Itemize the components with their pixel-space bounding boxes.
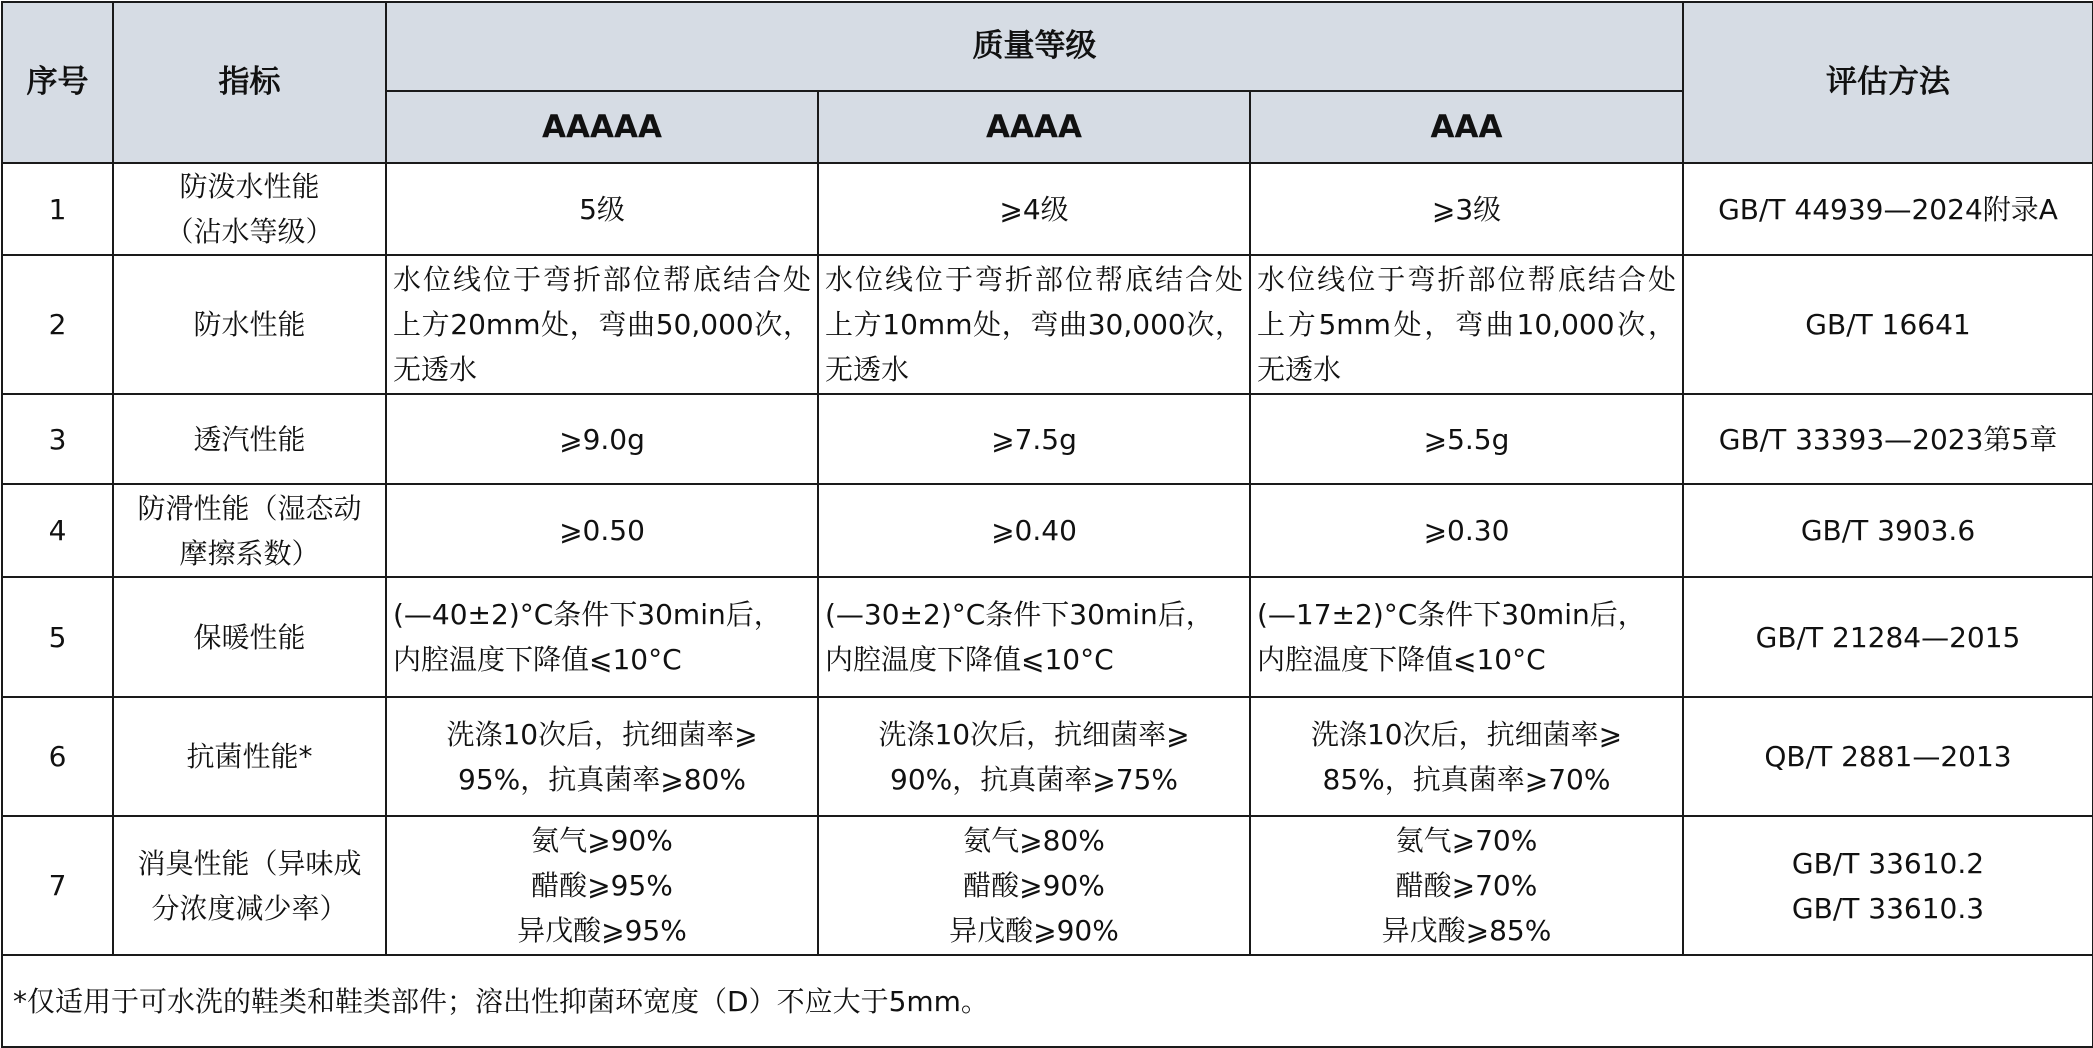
cell-aaaa: ⩾7.5g — [818, 394, 1250, 484]
row-indicator: 抗菌性能* — [113, 697, 386, 816]
cell-aaaaa: 水位线位于弯折部位帮底结合处上方20mm处，弯曲50,000次，无透水 — [386, 255, 818, 394]
cell-aaaa: ⩾4级 — [818, 163, 1250, 255]
row-method: GB/T 33610.2 GB/T 33610.3 — [1683, 816, 2093, 955]
cell-aaaaa: ⩾0.50 — [386, 484, 818, 577]
cell-aaa: ⩾3级 — [1250, 163, 1683, 255]
cell-aaaa: 洗涤10次后，抗细菌率⩾ 90%，抗真菌率⩾75% — [818, 697, 1250, 816]
header-grade-aaaaa: AAAAA — [386, 91, 818, 163]
table-row — [2, 484, 2093, 577]
row-indicator: 透汽性能 — [113, 394, 386, 484]
row-index: 1 — [2, 163, 113, 255]
cell-aaaaa: 5级 — [386, 163, 818, 255]
row-indicator: 保暖性能 — [113, 577, 386, 697]
cell-aaaa: 水位线位于弯折部位帮底结合处上方10mm处，弯曲30,000次，无透水 — [818, 255, 1250, 394]
cell-aaaaa: (—40±2)°C条件下30min后， 内腔温度下降值⩽10°C — [386, 577, 818, 697]
header-indicator: 指标 — [113, 2, 386, 163]
row-index: 6 — [2, 697, 113, 816]
row-method: GB/T 33393—2023第5章 — [1683, 394, 2093, 484]
header-method: 评估方法 — [1683, 2, 2093, 163]
row-method: GB/T 44939—2024附录A — [1683, 163, 2093, 255]
cell-aaa: ⩾0.30 — [1250, 484, 1683, 577]
cell-aaa: 氨气⩾70% 醋酸⩾70% 异戊酸⩾85% — [1250, 816, 1683, 955]
quality-grade-table — [1, 1, 2093, 1048]
row-indicator: 防泼水性能 （沾水等级） — [113, 163, 386, 255]
row-index: 4 — [2, 484, 113, 577]
row-method: GB/T 3903.6 — [1683, 484, 2093, 577]
cell-aaa: ⩾5.5g — [1250, 394, 1683, 484]
row-method: GB/T 21284—2015 — [1683, 577, 2093, 697]
footnote: *仅适用于可水洗的鞋类和鞋类部件；溶出性抑菌环宽度（D）不应大于5mm。 — [2, 955, 2093, 1047]
header-quality-grade: 质量等级 — [386, 2, 1683, 91]
row-indicator: 防滑性能（湿态动 摩擦系数） — [113, 484, 386, 577]
table-row — [2, 816, 2093, 955]
cell-aaa: 水位线位于弯折部位帮底结合处上方5mm处，弯曲10,000次，无透水 — [1250, 255, 1683, 394]
row-index: 2 — [2, 255, 113, 394]
table-row — [2, 163, 2093, 255]
row-index: 3 — [2, 394, 113, 484]
row-index: 7 — [2, 816, 113, 955]
cell-aaaaa: 洗涤10次后，抗细菌率⩾ 95%，抗真菌率⩾80% — [386, 697, 818, 816]
row-indicator: 防水性能 — [113, 255, 386, 394]
cell-aaaa: 氨气⩾80% 醋酸⩾90% 异戊酸⩾90% — [818, 816, 1250, 955]
row-method: QB/T 2881—2013 — [1683, 697, 2093, 816]
cell-aaaa: ⩾0.40 — [818, 484, 1250, 577]
table-row — [2, 394, 2093, 484]
table-row — [2, 697, 2093, 816]
header-grade-aaa: AAA — [1250, 91, 1683, 163]
row-method: GB/T 16641 — [1683, 255, 2093, 394]
row-indicator: 消臭性能（异味成 分浓度减少率） — [113, 816, 386, 955]
cell-aaaaa: ⩾9.0g — [386, 394, 818, 484]
cell-aaaaa: 氨气⩾90% 醋酸⩾95% 异戊酸⩾95% — [386, 816, 818, 955]
table-row — [2, 255, 2093, 394]
table-row — [2, 577, 2093, 697]
row-index: 5 — [2, 577, 113, 697]
cell-aaa: (—17±2)°C条件下30min后， 内腔温度下降值⩽10°C — [1250, 577, 1683, 697]
cell-aaaa: (—30±2)°C条件下30min后， 内腔温度下降值⩽10°C — [818, 577, 1250, 697]
footnote-row — [2, 955, 2093, 1047]
header-grade-aaaa: AAAA — [818, 91, 1250, 163]
cell-aaa: 洗涤10次后，抗细菌率⩾ 85%，抗真菌率⩾70% — [1250, 697, 1683, 816]
header-index: 序号 — [2, 2, 113, 163]
